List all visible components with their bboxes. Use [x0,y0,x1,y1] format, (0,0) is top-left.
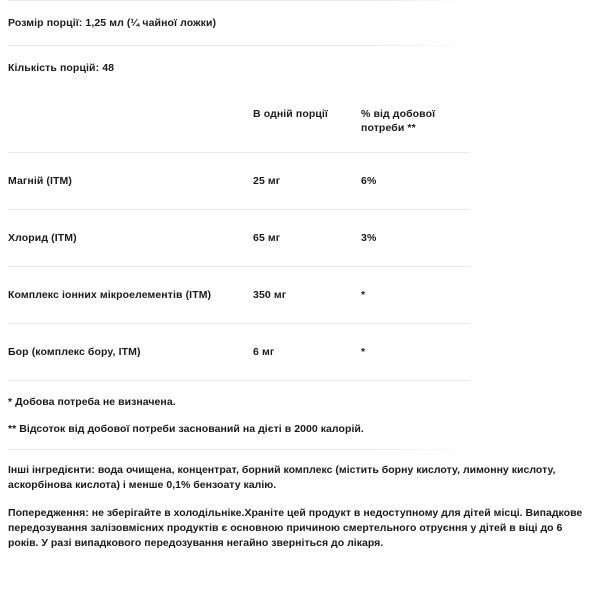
column-header-nutrient [8,90,253,153]
nutrient-amount: 6 мг [253,324,361,381]
serving-size-label: Розмір порції: 1,25 мл (¼ чайної ложки) [8,17,217,29]
servings-per-container-label: Кількість порцій: 48 [8,62,115,74]
table-row [8,210,470,267]
nutrition-facts-table [8,90,470,381]
column-header-amount-per-serving: В одній порції [253,108,328,120]
nutrient-name: Бор (комплекс бору, ІТМ) [8,324,253,381]
table-row [8,267,470,324]
warning-paragraph: Попередження: не зберігайте в холодільніке.Храніте цей продукт в недоступному для дітей місці. Випадкове передозування залізовмісних продуктів є основною причиною смертельного отруєння у дітей в віці до 6 років. У разі випадкового передозування негайно зверніться до лікаря. [8,507,583,549]
nutrient-amount: 25 мг [253,153,361,210]
nutrient-name: Комплекс іонних мікроелементів (ІТМ) [8,267,253,324]
nutrient-amount: 350 мг [253,267,361,324]
nutrient-daily-value: 3% [361,210,470,267]
paragraphs-block [8,450,592,551]
footnote-double-star: ** Відсоток від добової потреби заснований на дієті в 2000 калорій. [8,423,364,435]
nutrient-daily-value: * [361,324,470,381]
nutrient-daily-value: 6% [361,153,470,210]
nutrient-amount: 65 мг [253,210,361,267]
table-row [8,324,470,381]
footnotes-block [8,381,592,436]
table-body [8,153,470,381]
nutrient-name: Магній (ІТМ) [8,153,253,210]
column-header-daily-value: % від добової потреби ** [361,108,436,134]
other-ingredients-paragraph: Інші інгредієнти: вода очищена, концентрат, борний комплекс (містить борну кислоту, лимонну кислоту, аскорбінова кислота) і менше 0,1% бензоату калію. [8,464,556,491]
nutrient-name: Хлорид (ІТМ) [8,210,253,267]
table-header [8,90,470,153]
nutrient-daily-value: * [361,267,470,324]
table-row [8,153,470,210]
table-header-row [8,90,470,153]
footnote-single-star: * Добова потреба не визначена. [8,396,176,408]
